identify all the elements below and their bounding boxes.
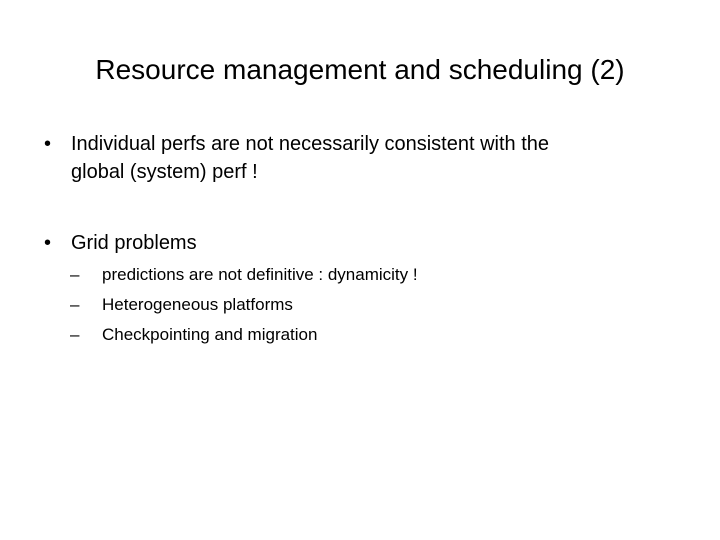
- dash-marker: –: [70, 265, 80, 284]
- sub-bullet-text: Checkpointing and migration: [102, 325, 318, 344]
- dash-marker: –: [70, 295, 80, 314]
- bullet-text-line-1: Individual perfs are not necessarily consistent with the: [71, 133, 550, 155]
- bullet-text: [71, 130, 671, 186]
- bullet-text: Grid problems: [71, 232, 197, 254]
- bullet-marker: •: [44, 232, 52, 254]
- sub-bullet-text: predictions are not definitive : dynamicity !: [102, 265, 418, 284]
- sub-bullet-item: [70, 290, 670, 320]
- sub-bullet-item: [70, 320, 670, 350]
- sub-bullet-list: [70, 260, 670, 350]
- sub-bullet-item: [70, 260, 670, 290]
- dash-marker: –: [70, 325, 80, 344]
- bullet-marker: •: [44, 133, 52, 155]
- bullet-text-line-2: global (system) perf !: [71, 161, 258, 183]
- slide-title: Resource management and scheduling (2): [95, 54, 625, 85]
- sub-bullet-text: Heterogeneous platforms: [102, 295, 293, 314]
